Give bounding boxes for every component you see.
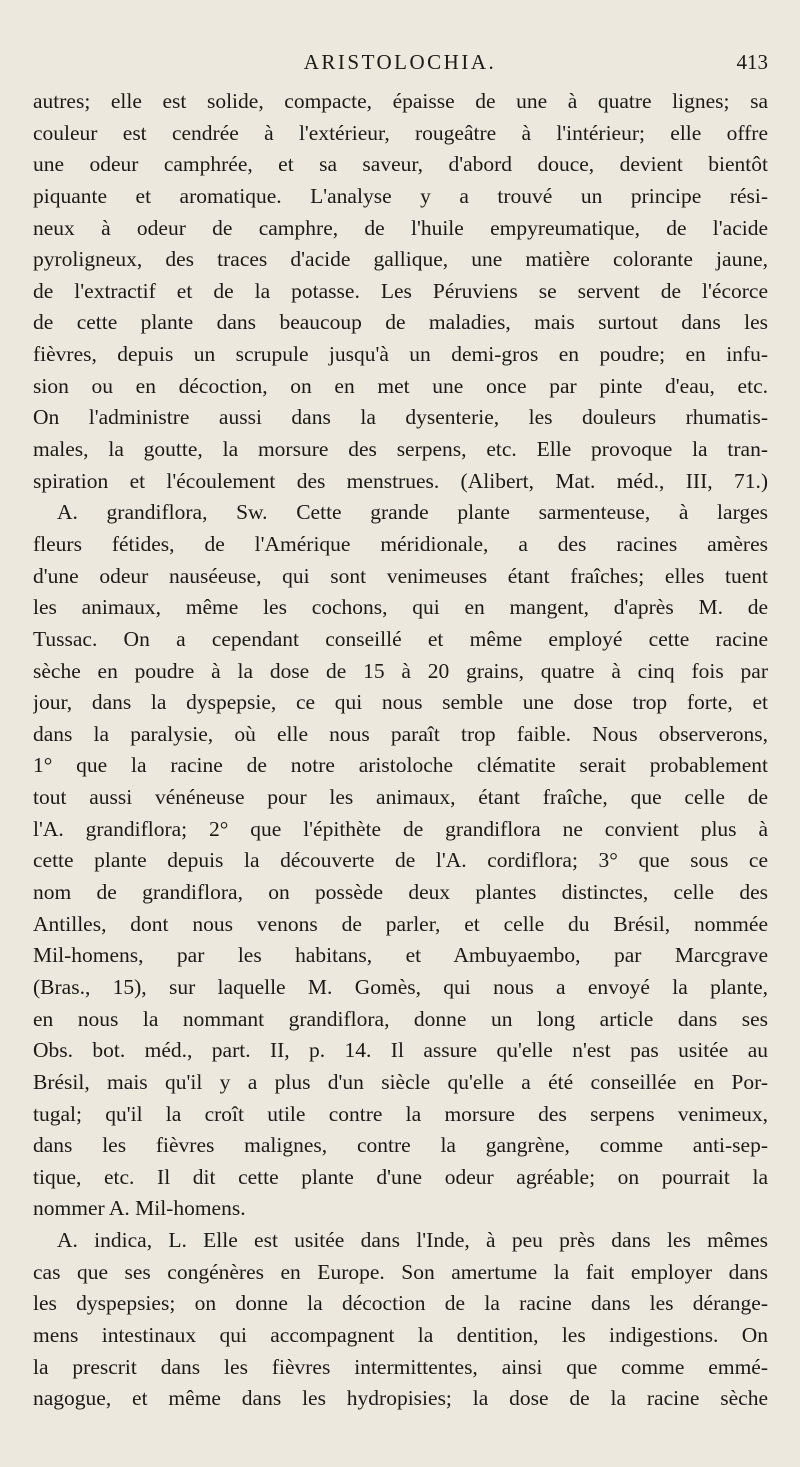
text-line: males, la goutte, la morsure des serpens, etc. Elle provoque la tran- bbox=[33, 437, 768, 462]
text-line: nommer A. Mil-homens. bbox=[33, 1196, 246, 1221]
text-line: sion ou en décoction, on en met une once par pinte d'eau, etc. bbox=[33, 373, 768, 398]
text-line: les dyspepsies; on donne la décoction de la racine dans les dérange- bbox=[33, 1291, 768, 1316]
text-line: neux à odeur de camphre, de l'huile empyreumatique, de l'acide bbox=[33, 215, 768, 240]
text-line: cas que ses congénères en Europe. Son amertume la fait employer dans bbox=[33, 1259, 768, 1284]
text-line: tout aussi vénéneuse pour les animaux, étant fraîche, que celle de bbox=[33, 785, 768, 810]
text-line: une odeur camphrée, et sa saveur, d'abord douce, devient bientôt bbox=[33, 152, 768, 177]
text-line: dans la paralysie, où elle nous paraît trop faible. Nous observerons, bbox=[33, 721, 768, 746]
text-line: les animaux, même les cochons, qui en mangent, d'après M. de bbox=[33, 595, 768, 620]
text-line: 1° que la racine de notre aristoloche clématite serait probablement bbox=[33, 753, 768, 778]
text-line: fleurs fétides, de l'Amérique méridionale, a des racines amères bbox=[33, 531, 768, 556]
running-head: ARISTOLOCHIA. bbox=[303, 50, 497, 74]
text-line: A. indica, L. Elle est usitée dans l'Inde, à peu près dans les mêmes bbox=[57, 1228, 768, 1253]
text-line: A. grandiflora, Sw. Cette grande plante sarmenteuse, à larges bbox=[57, 500, 768, 525]
text-line: couleur est cendrée à l'extérieur, rougeâtre à l'intérieur; elle offre bbox=[33, 120, 768, 145]
text-line: d'une odeur nauséeuse, qui sont venimeuses étant fraîches; elles tuent bbox=[33, 563, 768, 588]
text-line: tugal; qu'il la croît utile contre la morsure des serpens venimeux, bbox=[33, 1101, 768, 1126]
text-line: en nous la nommant grandiflora, donne un long article dans ses bbox=[33, 1006, 768, 1031]
text-line: Antilles, dont nous venons de parler, et celle du Brésil, nommée bbox=[33, 911, 768, 936]
text-line: On l'administre aussi dans la dysenterie, les douleurs rhumatis- bbox=[33, 405, 768, 430]
text-line: piquante et aromatique. L'analyse y a trouvé un principe rési- bbox=[33, 183, 768, 208]
text-line: la prescrit dans les fièvres intermittentes, ainsi que comme emmé- bbox=[33, 1354, 768, 1379]
text-line: (Bras., 15), sur laquelle M. Gomès, qui nous a envoyé la plante, bbox=[33, 974, 768, 999]
text-line: tique, etc. Il dit cette plante d'une odeur agréable; on pourrait la bbox=[33, 1164, 768, 1189]
text-line: nagogue, et même dans les hydropisies; la dose de la racine sèche bbox=[33, 1386, 768, 1411]
text-line: Brésil, mais qu'il y a plus d'un siècle qu'elle a été conseillée en Por- bbox=[33, 1069, 768, 1094]
text-line: sèche en poudre à la dose de 15 à 20 grains, quatre à cinq fois par bbox=[33, 658, 768, 683]
text-line: pyroligneux, des traces d'acide gallique, une matière colorante jaune, bbox=[33, 247, 768, 272]
text-line: dans les fièvres malignes, contre la gangrène, comme anti-sep- bbox=[33, 1133, 768, 1158]
text-line: spiration et l'écoulement des menstrues. (Alibert, Mat. méd., III, 71.) bbox=[33, 468, 768, 493]
text-line: nom de grandiflora, on possède deux plantes distinctes, celle des bbox=[33, 880, 768, 905]
text-line: mens intestinaux qui accompagnent la dentition, les indigestions. On bbox=[33, 1322, 768, 1347]
text-line: l'A. grandiflora; 2° que l'épithète de grandiflora ne convient plus à bbox=[33, 816, 768, 841]
text-line: cette plante depuis la découverte de l'A. cordiflora; 3° que sous ce bbox=[33, 848, 768, 873]
text-line: autres; elle est solide, compacte, épaisse de une à quatre lignes; sa bbox=[33, 89, 768, 113]
page-number: 413 bbox=[736, 50, 768, 74]
text-line: Obs. bot. méd., part. II, p. 14. Il assure qu'elle n'est pas usitée au bbox=[33, 1038, 768, 1063]
text-line: Tussac. On a cependant conseillé et même employé cette racine bbox=[33, 626, 768, 651]
text-line: de l'extractif et de la potasse. Les Péruviens se servent de l'écorce bbox=[33, 278, 768, 303]
text-line: Mil-homens, par les habitans, et Ambuyaembo, par Marcgrave bbox=[33, 943, 768, 968]
text-line: de cette plante dans beaucoup de maladies, mais surtout dans les bbox=[33, 310, 768, 335]
text-line: jour, dans la dyspepsie, ce qui nous semble une dose trop forte, et bbox=[33, 690, 768, 715]
body-text bbox=[33, 86, 768, 1415]
text-line: fièvres, depuis un scrupule jusqu'à un demi-gros en poudre; en infu- bbox=[33, 342, 768, 367]
page-header bbox=[0, 50, 800, 90]
